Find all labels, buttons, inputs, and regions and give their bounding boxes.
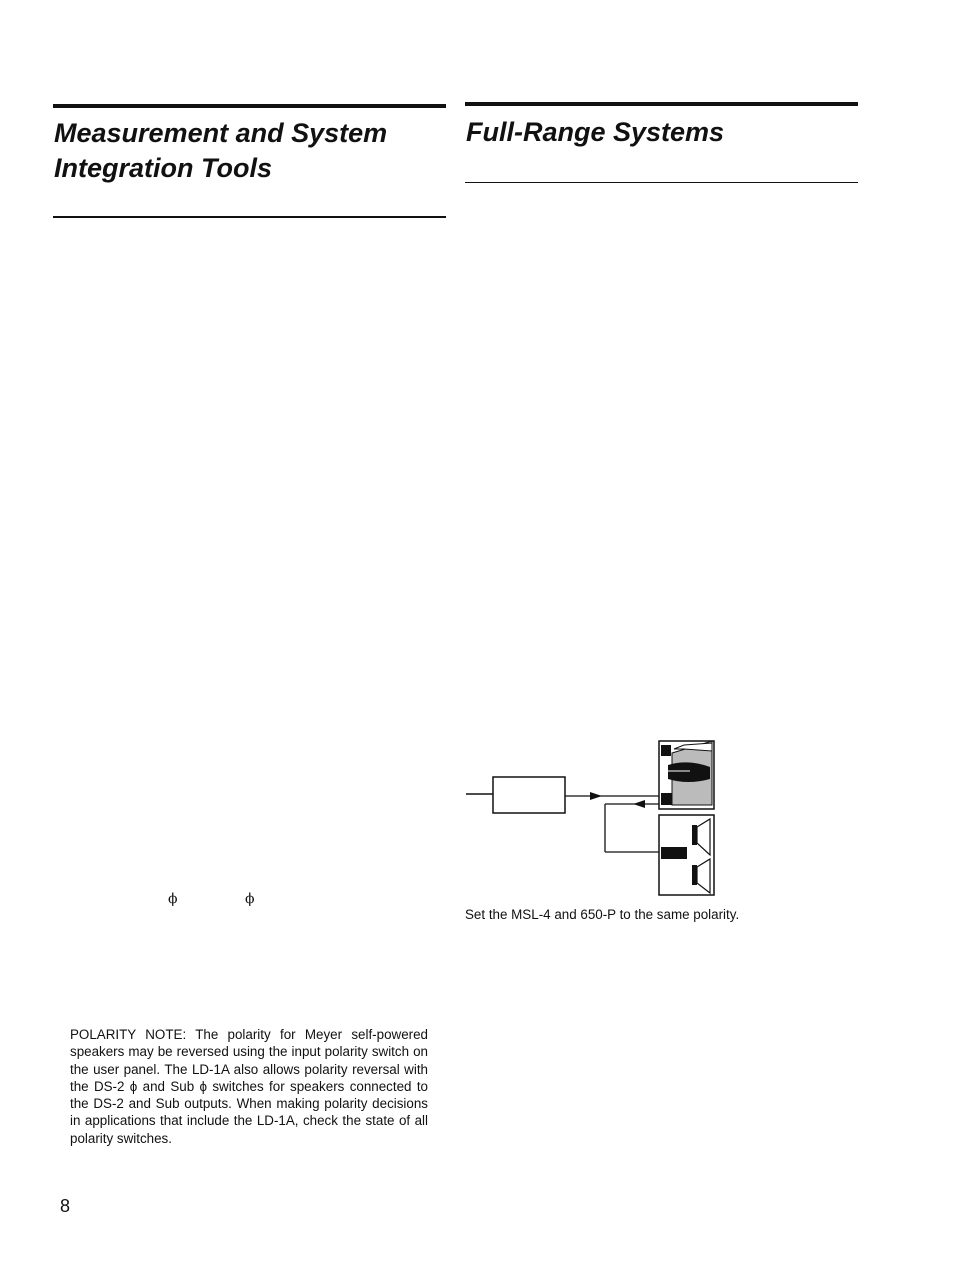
650p-cabinet: [659, 815, 714, 895]
diagram-caption: Set the MSL-4 and 650-P to the same polarity.: [465, 907, 740, 922]
left-heading-line-2: Integration Tools: [54, 153, 272, 183]
left-heading-line-1: Measurement and System: [54, 118, 388, 148]
polarity-wiring-diagram: [460, 735, 720, 900]
loop-arrow: [633, 800, 645, 808]
processor-box: [493, 777, 565, 813]
650p-woofer-bottom-magnet: [692, 865, 697, 885]
right-heading-bottom-rule: [465, 182, 858, 183]
msl4-driver: [668, 762, 710, 782]
msl4-cabinet: [659, 741, 714, 809]
650p-connector: [661, 847, 687, 859]
phi-symbol-ds2: ϕ: [168, 891, 178, 907]
left-heading-bottom-rule: [53, 216, 446, 218]
output-arrow: [590, 792, 602, 800]
polarity-note: POLARITY NOTE: The polarity for Meyer self-powered speakers may be reversed using the input polarity switch on the user panel. The LD-1A also allows polarity reversal with the DS-2 ϕ and Sub ϕ switches for speakers connected to the DS-2 and Sub outputs. When making polarity decisions in applications that include the LD-1A, check the state of all polarity switches.: [70, 1027, 428, 1146]
msl4-connector-top: [661, 745, 671, 756]
phi-symbol-sub: ϕ: [245, 891, 255, 907]
left-section-heading: [54, 116, 387, 186]
right-section-heading: Full-Range Systems: [466, 117, 725, 147]
page-number: 8: [60, 1196, 71, 1216]
left-heading-top-rule: [53, 104, 446, 108]
650p-woofer-top-magnet: [692, 825, 697, 845]
right-heading-top-rule: [465, 102, 858, 106]
